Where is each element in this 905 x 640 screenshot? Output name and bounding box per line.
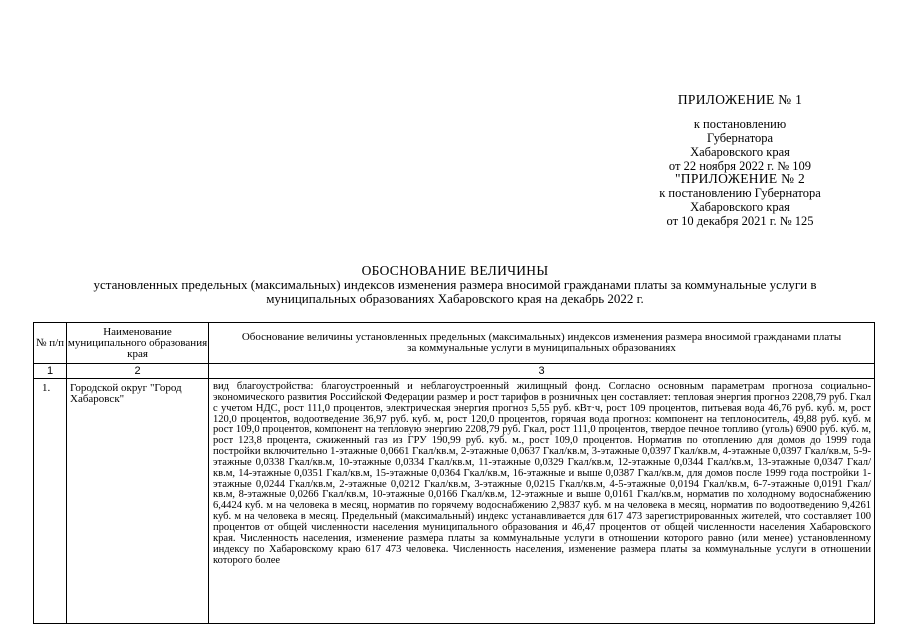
appendix-1-line: Губернатора	[706, 131, 774, 145]
appendix-1-date: от 22 ноября 2022 г. № 109	[668, 159, 812, 173]
appendix-2-date: от 10 декабря 2021 г. № 125	[666, 214, 814, 228]
row-justification-text: вид благоустройства: благоустроенный и неблагоустроенный жилищный фонд. Согласно основным параметрам прогноза социально-экономического развития Российской Федерации размер и рост тарифов в розничных цен составляет: тепловая энергия прогноз 2208,79 руб. Гкал с учетом НДС, рост 111,0 процентов, электрическая энергия прогноз 5,55 руб. кВт·ч, рост 109 процентов, питьевая вода 46,76 руб. куб. м, рост 120,0 процентов, водоотведение 36,97 руб. куб. м, рост 120,0 процентов, горячая вода прогноз: компонент на теплоноситель, 49,88 руб. куб. м рост 109,0 процентов, компонент на тепловую энергию 2208,79 руб. Гкал, рост 111,0 процентов, твердое печное топливо (уголь) 6900 руб. куб. м, рост 123,8 процента, сжиженный газ из ГРУ 190,99 руб. куб. м., рост 109,0 процентов. Норматив по отоплению для домов до 1999 года постройки включительно 1-этажные 0,0661 Гкал/кв.м, 2-этажные 0,0637 Гкал/кв.м, 3-этажные 0,0397 Гкал/кв.м, 4-этажные 0,0397 Гкал/кв.м, 5-9-этажные 0,0338 Гкал/кв.м, 10-этажные 0,0334 Гкал/кв.м, 11-этажные 0,0329 Гкал/кв.м, 12-этажные 0,0344 Гкал/кв.м, 13-этажные 0,0347 Гкал/кв.м, 14-этажные 0,0351 Гкал/кв.м, 15-этажные 0,0364 Гкал/кв.м, 16-этажные и выше 0,0387 Гкал/кв.м, для домов после 1999 года постройки 1-этажные 0,0244 Гкал/кв.м, 2-этажные 0,0212 Гкал/кв.м, 3-этажные 0,0215 Гкал/кв.м, 4-5-этажные 0,0194 Гкал/кв.м, 6-7-этажные 0,0191 Гкал/кв.м, 8-этажные 0,0266 Гкал/кв.м, 10-этажные 0,0166 Гкал/кв.м, 12-этажные и выше 0,0161 Гкал/кв.м, норматив по холодному водоснабжению 6,4424 куб. м на человека в месяц, норматив по горячему водоснабжению 2,9837 куб. м на человека в месяц, норматив по водоотведению 9,4261 куб. м на человека в месяц. Предельный (максимальный) индекс устанавливается для 617 473 зарегистрированных жителей, что составляет 100 процентов от общей численности населения муниципального образования и 46,47 процентов от общей численности населения Хабаровского края. Численность населения, изменение размера платы за коммунальные услуги в отношении которого равно (или менее) установленному индексу по Хабаровскому краю 617 473 человека. Численность населения, изменение размера платы за коммунальные услуги в отношении которого более	[209, 379, 875, 624]
appendix-2-line: к постановлению Губернатора	[659, 186, 821, 200]
appendix-1-title: ПРИЛОЖЕНИЕ № 1	[677, 92, 803, 107]
column-number: 2	[67, 364, 209, 379]
table-row	[34, 379, 875, 624]
justification-table	[33, 322, 875, 624]
header-municipality: Наименование муниципального образования края	[67, 323, 209, 364]
document-title-main: ОБОСНОВАНИЕ ВЕЛИЧИНЫ	[361, 263, 549, 278]
row-municipality: Городской округ "Город Хабаровск"	[67, 379, 209, 624]
document-title-subtitle: установленных предельных (максимальных) индексов изменения размера вносимой гражданами платы за коммунальные услуги в	[93, 277, 817, 292]
document-title	[20, 264, 890, 306]
appendix-1-block	[620, 93, 860, 173]
header-num: № п/п	[34, 323, 67, 364]
header-justification: Обоснование величины установленных предельных (максимальных) индексов изменения размера вносимой гражданами платы за коммунальные услуги в муниципальных образованиях	[209, 323, 875, 364]
appendix-2-block	[605, 172, 875, 228]
document-title-subtitle-2: муниципальных образованиях Хабаровского края на декабрь 2022 г.	[266, 291, 644, 306]
column-number: 1	[34, 364, 67, 379]
column-number: 3	[209, 364, 875, 379]
appendix-1-line: Хабаровского края	[690, 145, 790, 159]
table-header-row	[34, 323, 875, 364]
appendix-1-line: к постановлению	[693, 117, 787, 131]
row-number: 1.	[34, 379, 67, 624]
column-number-row	[34, 364, 875, 379]
appendix-2-title: "ПРИЛОЖЕНИЕ № 2	[674, 171, 806, 186]
appendix-2-line: Хабаровского края	[690, 200, 790, 214]
